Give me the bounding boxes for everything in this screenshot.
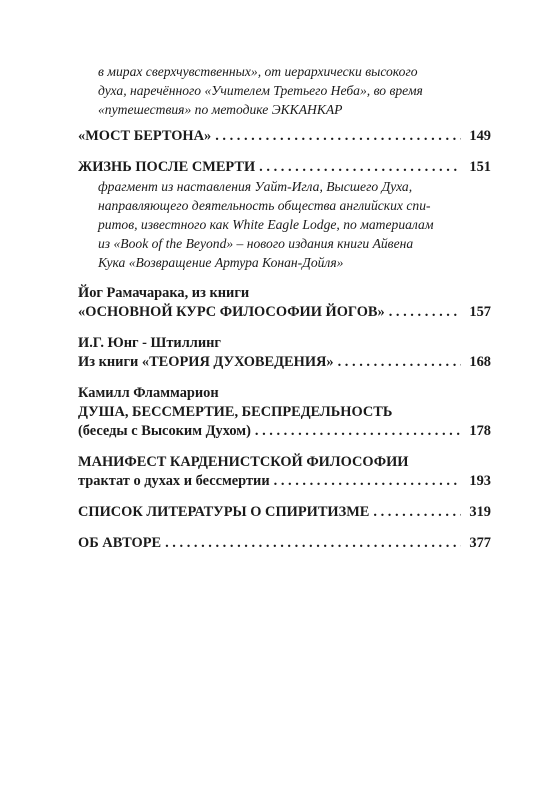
toc-entry-manifest[interactable] bbox=[78, 472, 491, 491]
dot-leader bbox=[389, 303, 461, 322]
table-of-contents bbox=[78, 62, 491, 553]
page-number: 168 bbox=[469, 354, 491, 370]
page-number: 178 bbox=[469, 423, 491, 439]
toc-entry-title: ЖИЗНЬ ПОСЛЕ СМЕРТИ bbox=[78, 159, 256, 175]
toc-entry-title: СПИСОК ЛИТЕРАТУРЫ О СПИРИТИЗМЕ bbox=[78, 504, 370, 520]
description-line: «путешествия» по методике ЭККАНКАР bbox=[98, 102, 343, 117]
page-number: 319 bbox=[469, 504, 491, 520]
entry-author: Камилл Фламмарион bbox=[78, 385, 219, 401]
description-line: из «Book of the Beyond» – нового издания книги Айвена bbox=[98, 236, 414, 251]
page-number: 151 bbox=[469, 159, 491, 175]
description-line: Кука «Возвращение Артура Конан-Дойля» bbox=[98, 255, 344, 270]
description-line: ритов, известного как White Eagle Lodge, по материалам bbox=[98, 217, 434, 232]
toc-entry-title: «МОСТ БЕРТОНА» bbox=[78, 128, 212, 144]
page-number: 149 bbox=[469, 128, 491, 144]
continuation-description bbox=[98, 62, 491, 119]
page-number: 193 bbox=[469, 473, 491, 489]
dot-leader bbox=[165, 534, 461, 553]
toc-entry-zhizn-posle-smerti[interactable] bbox=[78, 158, 491, 177]
toc-entry-subtitle: (беседы с Высоким Духом) bbox=[78, 423, 251, 439]
dot-leader bbox=[373, 503, 461, 522]
toc-entry-title: МАНИФЕСТ КАРДЕНИСТСКОЙ ФИЛОСОФИИ bbox=[78, 454, 409, 470]
page-number: 377 bbox=[469, 535, 491, 551]
toc-entry-title: ОБ АВТОРЕ bbox=[78, 535, 162, 551]
toc-entry-ob-avtore[interactable] bbox=[78, 534, 491, 553]
dot-leader bbox=[338, 353, 461, 372]
toc-entry-most-bertona[interactable] bbox=[78, 127, 491, 146]
page-number: 157 bbox=[469, 304, 491, 320]
description-line: духа, наречённого «Учителем Третьего Неба», во время bbox=[98, 83, 423, 98]
toc-entry-spisok-literatury[interactable] bbox=[78, 503, 491, 522]
entry-author: И.Г. Юнг - Штиллинг bbox=[78, 335, 221, 351]
description-line: в мирах сверхчувственных», от иерархически высокого bbox=[98, 64, 418, 79]
dot-leader bbox=[215, 127, 461, 146]
toc-entry-title: Из книги «ТЕОРИЯ ДУХОВЕДЕНИЯ» bbox=[78, 354, 334, 370]
dot-leader bbox=[259, 158, 461, 177]
toc-entry-teoriya-dukhovedeniya[interactable] bbox=[78, 353, 491, 372]
toc-entry-subtitle: трактат о духах и бессмертии bbox=[78, 473, 270, 489]
toc-entry-title: «ОСНОВНОЙ КУРС ФИЛОСОФИИ ЙОГОВ» bbox=[78, 304, 385, 320]
description-line: фрагмент из наставления Уайт-Игла, Высшего Духа, bbox=[98, 179, 413, 194]
entry-description bbox=[98, 177, 491, 272]
description-line: направляющего деятельность общества английских спи- bbox=[98, 198, 431, 213]
toc-entry-title: ДУША, БЕССМЕРТИЕ, БЕСПРЕДЕЛЬНОСТЬ bbox=[78, 404, 393, 420]
dot-leader bbox=[274, 472, 461, 491]
toc-entry-osnovnoy-kurs[interactable] bbox=[78, 303, 491, 322]
entry-author: Йог Рамачарака, из книги bbox=[78, 285, 250, 301]
dot-leader bbox=[255, 422, 461, 441]
toc-entry-dusha-bessmertie[interactable] bbox=[78, 422, 491, 441]
